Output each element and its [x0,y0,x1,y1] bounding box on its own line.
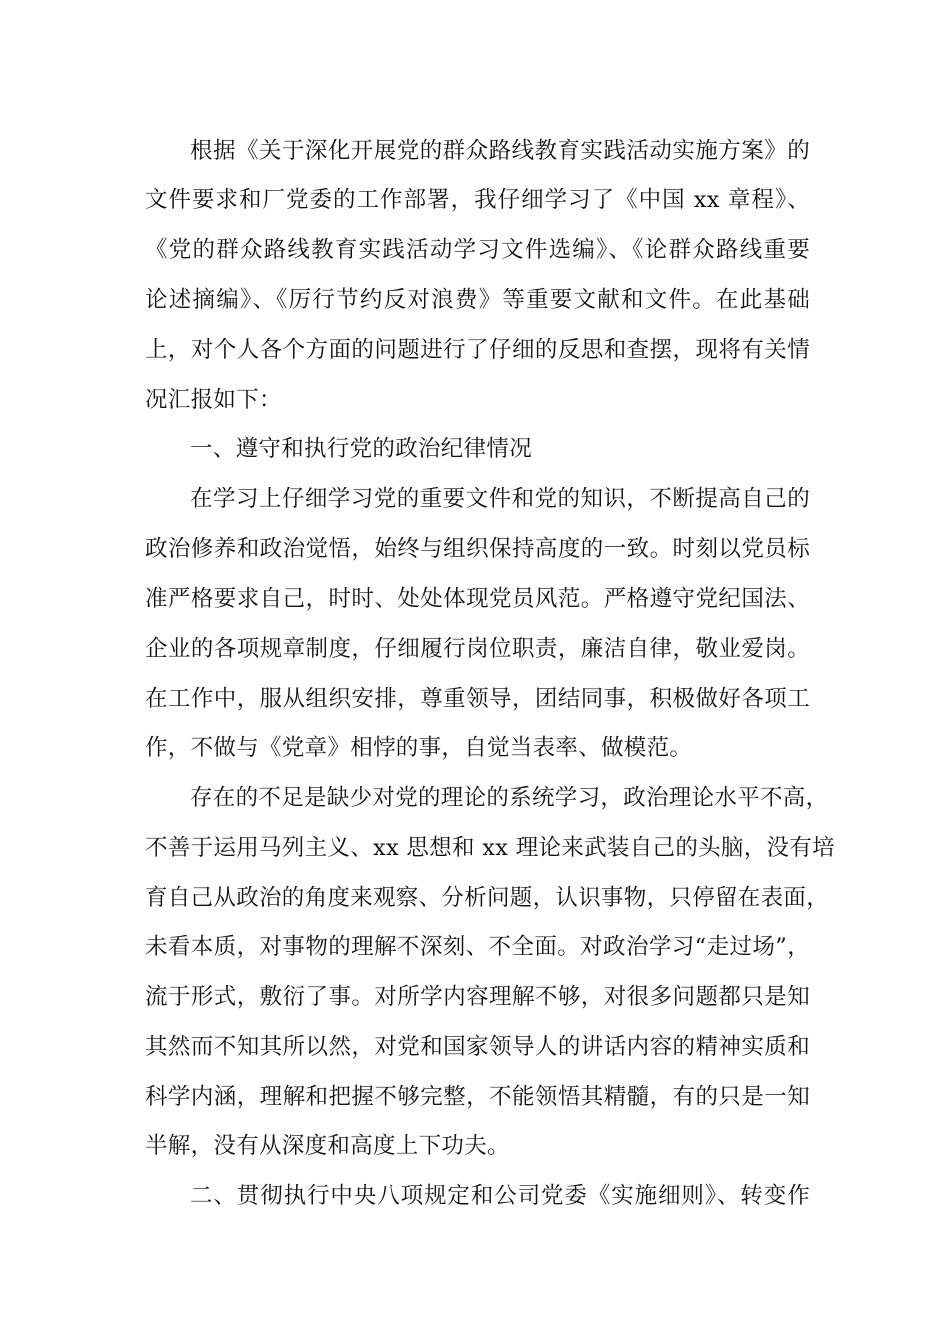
paragraph-1-line-3: 《党的群众路线教育实践活动学习文件选编》、《论群众路线重要 [145,237,810,263]
paragraph-1-line-5: 上，对个人各个方面的问题进行了仔细的反思和查摆，现将有关情 [145,337,810,363]
paragraph-2-line-3: 准严格要求自己，时时、处处体现党员风范。严格遵守党纪国法、 [145,586,810,612]
paragraph-3-line-2: 不善于运用马列主义、xx 思想和 xx 理论来武装自己的头脑，没有培 [145,835,835,861]
paragraph-2-line-4: 企业的各项规章制度，仔细履行岗位职责，廉洁自律，敬业爱岗。 [145,636,810,662]
paragraph-3-line-8: 半解，没有从深度和高度上下功夫。 [145,1133,510,1159]
paragraph-1-line-2: 文件要求和厂党委的工作部署，我仔细学习了《中国 xx 章程》、 [145,187,810,213]
paragraph-1-line-1: 根据《关于深化开展党的群众路线教育实践活动实施方案》的 [190,138,810,164]
paragraph-3-line-6: 其然而不知其所以然，对党和国家领导人的讲话内容的精神实质和 [145,1034,810,1060]
section-heading-1: 一、遵守和执行党的政治纪律情况 [190,436,533,462]
section-heading-2: 二、贯彻执行中央八项规定和公司党委《实施细则》、转变作 [190,1183,810,1209]
paragraph-2-line-6: 作，不做与《党章》相悖的事，自觉当表率、做模范。 [145,735,693,761]
paragraph-2-line-5: 在工作中，服从组织安排，尊重领导，团结同事，积极做好各项工 [145,686,810,712]
paragraph-1-line-6: 况汇报如下： [145,387,282,413]
paragraph-2-line-1: 在学习上仔细学习党的重要文件和党的知识，不断提高自己的 [190,486,810,512]
paragraph-3-line-5: 流于形式，敷衍了事。对所学内容理解不够，对很多问题都只是知 [145,984,810,1010]
paragraph-3-line-3: 育自己从政治的角度来观察、分析问题，认识事物，只停留在表面， [145,885,830,911]
paragraph-3-line-4: 未看本质，对事物的理解不深刻、不全面。对政治学习“走过场”， [145,934,810,960]
paragraph-3-line-1: 存在的不足是缺少对党的理论的系统学习，政治理论水平不高， [190,785,829,811]
paragraph-3-line-7: 科学内涵，理解和把握不够完整，不能领悟其精髓，有的只是一知 [145,1084,810,1110]
paragraph-2-line-2: 政治修养和政治觉悟，始终与组织保持高度的一致。时刻以党员标 [145,536,810,562]
paragraph-1-line-4: 论述摘编》、《厉行节约反对浪费》等重要文献和文件。在此基础 [145,287,810,313]
